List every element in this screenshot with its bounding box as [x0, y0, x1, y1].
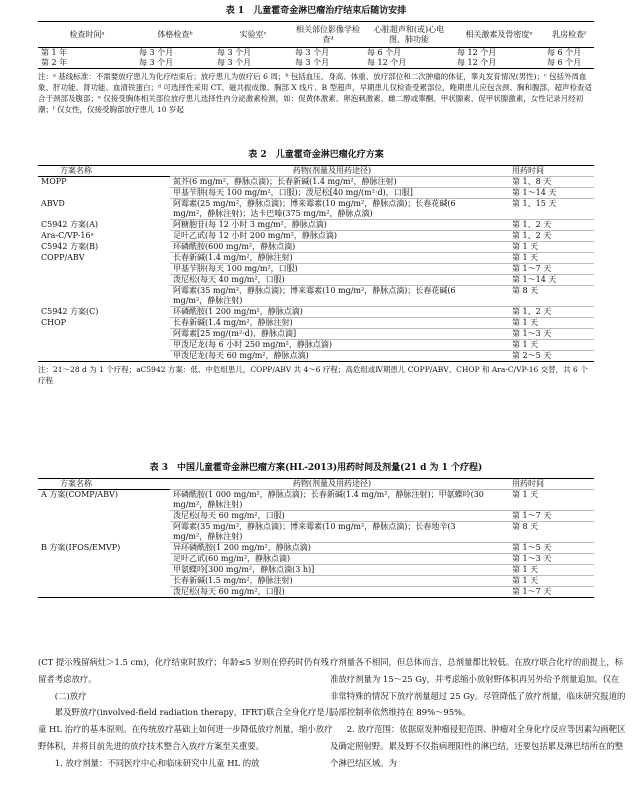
table-cell: 甲基苄肼(每天 100 mg/m²，口服): [170, 264, 494, 275]
table-cell: 第 1～3 天: [494, 554, 594, 565]
table-cell: ABVD: [41, 198, 65, 208]
table-row: [38, 587, 594, 598]
table-cell: 第 1 天: [494, 340, 594, 351]
table-cell: 阿霉素[25 mg/(m²·d)，静脉点滴]: [170, 329, 494, 340]
table-cell: 长春新碱(1.5 mg/m²，静脉注射): [170, 576, 494, 587]
table-row: [38, 307, 594, 318]
table-row: [38, 220, 594, 231]
table-1-caption: 表 1 儿童霍奇金淋巴瘤治疗结束后随访安排: [225, 6, 407, 16]
table-cell: 第 1、8 天: [494, 177, 594, 188]
table-row: [38, 490, 594, 511]
table-cell: 阿霉素(35 mg/m²，静脉点滴)；博来霉素(10 mg/m²，静脉点滴)；长春地辛(3 mg/m²，静脉注射): [170, 522, 494, 543]
table-cell: 第 1、2 天: [494, 307, 594, 318]
table-row: [38, 264, 594, 275]
table-cell: 环磷酰胺(1 200 mg/m²，静脉点滴): [170, 307, 494, 318]
table-cell: 足叶乙甙(每 12 小时 200 mg/m²，静脉点滴): [170, 231, 494, 242]
table-cell: C5942 方案(A): [41, 219, 99, 229]
table-cell: [38, 188, 170, 199]
table-row: [38, 340, 594, 351]
table-cell: 环磷酰胺(1 000 mg/m²，静脉点滴)；长春新碱(1.4 mg/m²，静脉注射)；甲氨蝶呤(30 mg/m²，静脉注射): [170, 490, 494, 511]
table-cell: 泼尼松(每天 60 mg/m²，口服): [170, 587, 494, 598]
table-cell: 第 1 天: [494, 576, 594, 587]
table-cell: 阿霉素(25 mg/m²，静脉点滴)；博来霉素(10 mg/m²，静脉点滴)；长春花碱(6 mg/m²，静脉注射)；达卡巴嗪(375 mg/m²，静脉点滴): [170, 199, 494, 220]
table-cell: 足叶乙甙(60 mg/m²，静脉点滴): [170, 554, 494, 565]
table-cell: 每 3 个月: [295, 48, 330, 58]
table-3-header: 用药时间: [512, 479, 544, 489]
table-row: [38, 511, 594, 522]
table-2-grid: [38, 165, 594, 362]
table-3-header: 药物(剂量及用药途径): [292, 479, 372, 489]
table-1-note: 注：ᵃ 基线标准：不需要放疗患儿为化疗结束后；放疗患儿为放疗后 6 周；ᵇ 包括血压、身高、体重、放疗部位和二次肿瘤的体征，睾丸发育情况(男性)；ᶜ 包括外周血象、肝功能、肾功能、血清铁蛋白；ᵈ 可选择性采用 CT、磁共振成像、胸部 X 线片、B 型超声，早期患儿仅检查受累部位，晚期患儿应包含颈、胸和腹部，超声检查适合于颈部及腹部；ᵉ 仅接受胸体相关部位放疗患儿选择性内分泌激素检测，如：促黄体激素、卵泡刺激素、雌二醇或睾酮、甲状腺素、促甲状腺激素，女性记录月经初潮；ᶠ 仅女性，仅接受胸部放疗患儿 10 岁起: [38, 72, 593, 114]
table-cell: [38, 286, 170, 307]
paragraph: 1. 放疗剂量：不同医疗中心和临床研究中儿童 HL 的放: [54, 757, 260, 768]
table-cell: 第 1～7 天: [494, 511, 594, 522]
table-cell: 每 6 个月: [547, 48, 582, 58]
table-cell: 甲基苄肼(每天 100 mg/m²，口服)；泼尼松[40 mg/(m²·d)，口服]: [170, 188, 494, 199]
table-cell: 第 1～3 天: [494, 329, 594, 340]
table-row: [38, 253, 594, 264]
paragraph: 2. 放疗范围：依据原发肿瘤侵犯范围、肿瘤对全身化疗反应等因素勾画靶区及确定照射野。累及野不仅指病理阳性的淋巴结，还要包括累及淋巴结所在的整个淋巴结区域。为: [330, 724, 626, 768]
table-cell: [38, 565, 170, 576]
table-2: [38, 150, 594, 387]
table-cell: 甲氨蝶呤[300 mg/m²，静脉点滴(3 h)]: [170, 565, 494, 576]
table-cell: 甲泼尼龙(每 6 小时 250 mg/m²，静脉点滴): [170, 340, 494, 351]
table-cell: C5942 方案(B): [41, 241, 99, 251]
table-cell: 第 1 天: [494, 490, 594, 511]
table-cell: CHOP: [41, 317, 67, 327]
table-2-note: 注：21～28 d 为 1 个疗程；aC5942 方案：低、中危组患儿，COPP/ABV 共 4～6 疗程；高危组或Ⅳ期患儿 COPP/ABV、CHOP 和 Ara-C/VP-16 交替，共 6 个疗程: [38, 365, 588, 386]
table-3-header: 方案名称: [60, 479, 92, 489]
table-cell: 第 1～7 天: [494, 264, 594, 275]
table-cell: 每 3 个月: [217, 48, 252, 58]
table-cell: 第 1～7 天: [494, 587, 594, 598]
table-1-header: 体格检查ᵇ: [157, 29, 193, 39]
table-row: [38, 554, 594, 565]
table-cell: 第 1、2 天: [494, 231, 594, 242]
table-cell: 第 1、2 天: [494, 220, 594, 231]
table-cell: 第 1 天: [494, 242, 594, 253]
table-cell: 每 3 个月: [295, 58, 330, 68]
table-cell: [38, 587, 170, 598]
table-cell: 第 1 天: [494, 318, 594, 329]
table-2-caption: 表 2 儿童霍奇金淋巴瘤化疗方案: [248, 150, 384, 160]
table-cell: COPP/ABV: [41, 252, 85, 262]
table-row: [38, 329, 594, 340]
body-right-column: [330, 654, 626, 772]
table-cell: 阿霉素(35 mg/m²，静脉点滴)；博来霉素(10 mg/m²，静脉点滴)；长春花碱(6 mg/m²，静脉注射): [170, 286, 494, 307]
table-cell: 第 1 天: [494, 565, 594, 576]
table-cell: 每 12 个月: [457, 58, 497, 68]
paragraph: 疗剂量各不相同，但总体而言，总剂量都比较低。在放疗联合化疗的前提上，标准放疗剂量为 15～25 Gy，并考虑缩小放射野体积再另外给予剂量追加。仅在非常特殊的情况下放疗剂量超过 25 Gy。尽管降低了放疗剂量，临床研究报道的局部控制率依然维持在 89%～95%。: [330, 657, 626, 718]
table-1-header: 相关激素及骨密度ᵉ: [465, 29, 533, 39]
table-cell: 第 1、15 天: [494, 199, 594, 220]
table-cell: 阿糖胞苷(每 12 小时 3 mg/m²，静脉点滴): [170, 220, 494, 231]
table-row: [38, 58, 594, 69]
table-row: [38, 48, 594, 59]
table-cell: 第 2 年: [41, 58, 68, 68]
table-cell: [38, 351, 170, 362]
table-row: [38, 231, 594, 242]
table-1-header: 乳房检查ᶠ: [552, 29, 586, 39]
paragraph: 累及野放疗(involved-field radiation therapy，IFRT)联合全身化疗是儿童 HL 治疗的基本原则。在传统放疗基础上如何进一步降低放疗剂量，缩小放疗野体积，并将目前先进的放疗技术整合入放疗方案至关重要。: [38, 707, 334, 751]
table-2-header: 方案名称: [60, 166, 92, 176]
table-cell: A 方案(COMP/ABV): [41, 490, 118, 500]
table-1-header: 实验室ᶜ: [239, 29, 267, 39]
table-cell: 第 1～14 天: [494, 188, 594, 199]
table-cell: 每 3 个月: [217, 58, 252, 68]
table-cell: 每 6 个月: [367, 48, 402, 58]
table-cell: 第 1～5 天: [494, 543, 594, 554]
table-cell: 每 6 个月: [547, 58, 582, 68]
table-3-body: [38, 490, 594, 598]
table-1-header: 相关部位影像学检查ᵈ: [296, 24, 360, 44]
table-cell: [38, 275, 170, 286]
table-cell: 甲泼尼龙(每天 60 mg/m²，静脉点滴): [170, 351, 494, 362]
table-cell: 长春新碱(1.4 mg/m²，静脉注射): [170, 318, 494, 329]
table-cell: 第 8 天: [494, 522, 594, 543]
table-1-grid: [38, 21, 594, 69]
table-cell: 每 3 个月: [139, 58, 174, 68]
table-2-header: 用药时间: [512, 166, 544, 176]
table-row: [38, 275, 594, 286]
table-cell: [38, 522, 170, 543]
table-2-body: [38, 177, 594, 362]
table-cell: 泼尼松(每天 60 mg/m²，口服): [170, 511, 494, 522]
table-cell: [38, 511, 170, 522]
table-cell: C5942 方案(C): [41, 306, 99, 316]
table-1: [38, 6, 594, 116]
table-cell: 环磷酰胺(600 mg/m²，静脉点滴): [170, 242, 494, 253]
table-row: [38, 188, 594, 199]
table-row: [38, 286, 594, 307]
table-3-grid: [38, 478, 594, 598]
table-cell: [38, 329, 170, 340]
table-cell: MOPP: [41, 177, 67, 187]
table-cell: 第 8 天: [494, 286, 594, 307]
table-cell: Ara-C/VP-16ᵃ: [41, 230, 94, 240]
table-row: [38, 565, 594, 576]
table-cell: [38, 554, 170, 565]
table-row: [38, 199, 594, 220]
table-cell: 泼尼松(每天 40 mg/m²，口服): [170, 275, 494, 286]
table-cell: 第 1 天: [494, 253, 594, 264]
table-row: [38, 576, 594, 587]
table-3: [38, 463, 594, 598]
table-row: [38, 318, 594, 329]
table-cell: 第 1 年: [41, 48, 68, 58]
table-row: [38, 543, 594, 554]
body-left-column: [38, 654, 334, 772]
table-cell: 第 2～5 天: [494, 351, 594, 362]
table-2-header: 药物(剂量及用药途径): [292, 166, 372, 176]
table-cell: 每 12 个月: [367, 58, 407, 68]
section-heading: (二)放疗: [54, 690, 87, 701]
table-cell: 第 1～14 天: [494, 275, 594, 286]
table-3-caption: 表 3 中国儿童霍奇金淋巴瘤方案(HL-2013)用药时间及剂量(21 d 为 1 个疗程): [149, 463, 483, 473]
table-row: [38, 242, 594, 253]
table-cell: 每 3 个月: [139, 48, 174, 58]
table-cell: [38, 264, 170, 275]
table-cell: 异环磷酰胺(1 200 mg/m²，静脉点滴): [170, 543, 494, 554]
table-cell: 每 12 个月: [457, 48, 497, 58]
paragraph: (CT 提示残留病灶＞1.5 cm)，化疗结束时放疗；年龄≤5 岁则在停药时仍有残留者考虑放疗。: [38, 657, 329, 684]
table-cell: B 方案(IFOS/EMVP): [41, 542, 121, 552]
table-cell: 长春新碱(1.4 mg/m²，静脉注射): [170, 253, 494, 264]
table-1-header: 心脏超声和(或)心电图、肺功能: [373, 24, 445, 44]
table-row: [38, 177, 594, 188]
table-cell: [38, 340, 170, 351]
table-1-header: 检查时间ᵃ: [69, 29, 105, 39]
table-cell: [38, 576, 170, 587]
table-row: [38, 522, 594, 543]
table-row: [38, 351, 594, 362]
table-cell: 氮芥(6 mg/m²，静脉点滴)；长春新碱(1.4 mg/m²，静脉注射): [170, 177, 494, 188]
